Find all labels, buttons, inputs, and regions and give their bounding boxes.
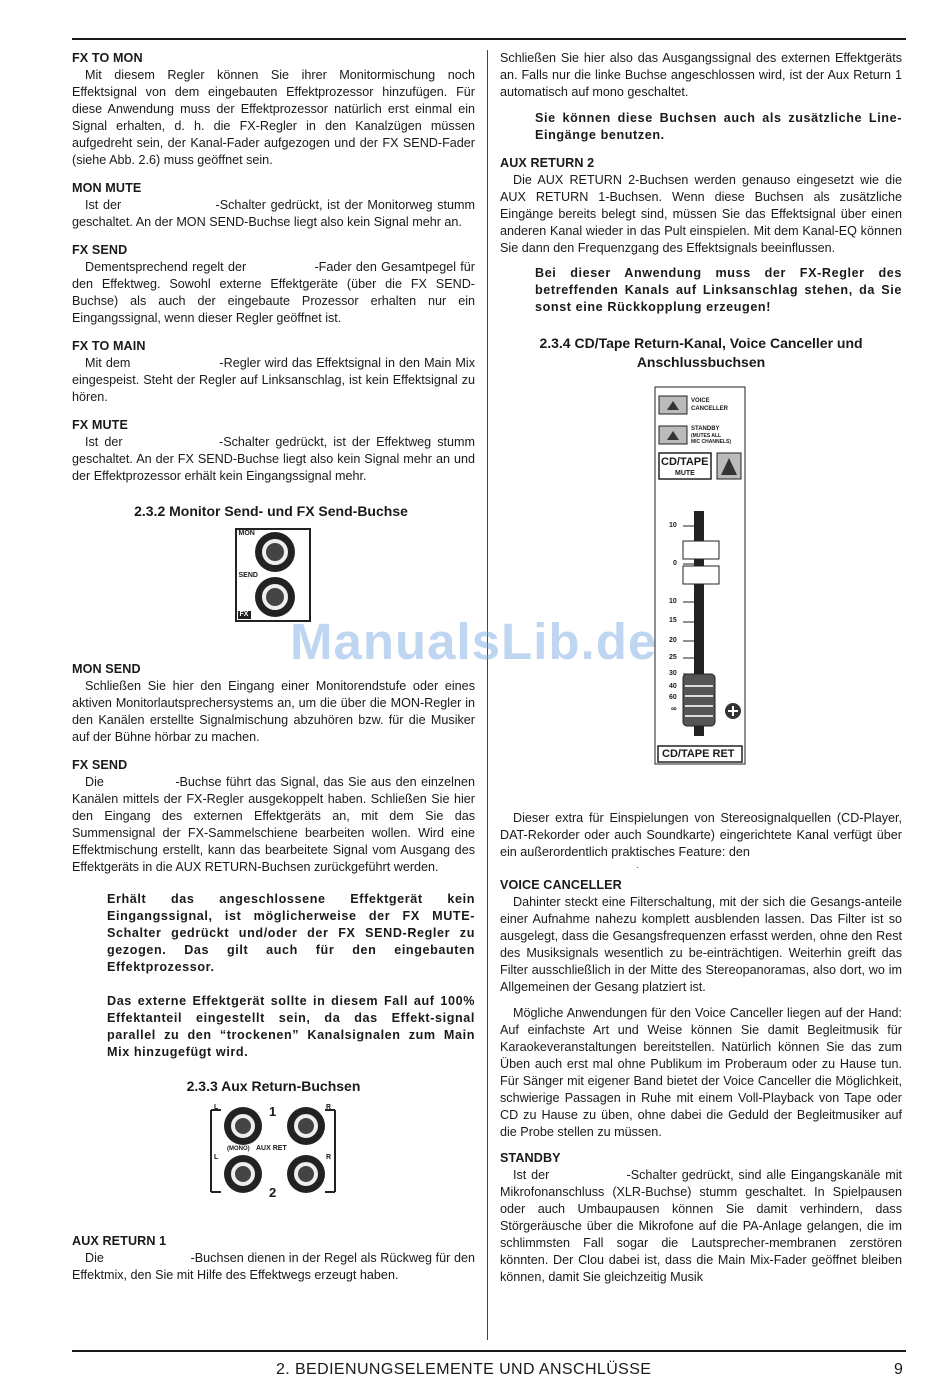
- figure-mon-fx-send-jacks: [234, 528, 314, 622]
- aux-1-right-jack-icon: [287, 1107, 325, 1145]
- text-fx-send-2: Die -Buchse führt das Signal, das Sie aus den einzelnen Kanälen mittels der FX-Regler ausgekoppelt haben. Schließen Sie hier den Eingang des externen Effektgeräts an, mit dem Sie das Summensignal der FX-Sammelschiene bearbeiten wollen. Wird eine Effektmischung erstellt, kann das bearbeitete Signal vom Ausgang des Effektgeräts in die AUX RETURN-Buchsen zurückgeführt werden.: [72, 775, 479, 874]
- footer-title: 2. BEDIENUNGSELEMENTE UND ANSCHLÜSSE: [276, 1361, 652, 1378]
- heading-fx-to-main: FX TO MAIN: [72, 339, 146, 353]
- scale-infinity: ∞: [671, 704, 677, 713]
- standby-block: [500, 1150, 906, 1286]
- scale-10-top: 10: [669, 522, 677, 529]
- aux-return2-block: [500, 155, 902, 257]
- heading-mon-mute: MON MUTE: [72, 181, 142, 195]
- aux-return1-block: [72, 1233, 479, 1284]
- note-line-inputs: Sie können diese Buchsen auch als zusätzliche Line-Eingänge benutzen.: [535, 111, 902, 142]
- watermark: ManualsLib.de: [290, 613, 658, 670]
- right-column: [500, 50, 906, 1294]
- voice-canceller-block: [500, 877, 902, 1141]
- heading-fx-mute: FX MUTE: [72, 418, 128, 432]
- scale-20: 20: [669, 637, 677, 644]
- scale-25: 25: [669, 654, 677, 661]
- scale-15: 15: [669, 617, 677, 624]
- text-mon-send: Schließen Sie hier den Eingang einer Monitorendstufe oder eines aktiven Monitorlautsprechersystems an, um die über die MON-Regler in den Kanälen erstellte Signalmischung abzuhören bzw. für die Musiker auf der Bühne hörbar zu machen.: [72, 679, 475, 744]
- section-heading-234-line2: Anschlussbuchsen: [636, 354, 766, 370]
- label-standby: STANDBY: [691, 426, 720, 432]
- label-2: 2: [269, 1185, 277, 1200]
- text-fx-to-main: Mit dem -Regler wird das Effektsignal in den Main Mix eingespeist. Steht der Regler auf Linksanschlag, ist kein Effektsignal zu hören.: [72, 356, 479, 404]
- heading-aux-return-2: AUX RETURN 2: [500, 156, 595, 170]
- top-rule: [72, 38, 906, 40]
- label-send: SEND: [238, 572, 258, 579]
- text-voice-canceller-2: Mögliche Anwendungen für den Voice Canceller liegen auf der Hand: Auf einfachste Art und Weise können Sie damit Begleitmusik für Karaokeveranstaltungen bereitstellen. Natürlich können Sie das zum Üben auch erst mal ohne Publikum im Proberaum oder zu Hause tun. Für Sänger mit eigener Band bietet der Voice Canceller die Möglichkeit, schwierige Passagen in Ruhe mit einem Voll-Playback von Tape oder CD zu Hause zu üben, ohne dabei die Geduld der Begleitmusiker auf die Probe stellen zu müssen.: [500, 1006, 902, 1139]
- left-column: [72, 50, 479, 1292]
- fx-send2-block: [72, 757, 479, 876]
- fx-send-block: [72, 242, 479, 327]
- text-aux-return-1: Die -Buchsen dienen in der Regel als Rückweg für den Effektmix, den Sie mit Hilfe des Effektwegs erzeugt haben.: [72, 1251, 479, 1282]
- scale-0: 0: [673, 560, 677, 567]
- scale-10: 10: [669, 598, 677, 605]
- heading-fx-to-mon: FX TO MON: [72, 51, 143, 65]
- label-aux-ret: AUX RET: [256, 1145, 287, 1152]
- voice-canceller-button-icon: [659, 396, 687, 414]
- text-aux-return-2: Die AUX RETURN 2-Buchsen werden genauso eingesetzt wie die AUX RETURN 1-Buchsen. Wenn diese Buchsen als zusätzliche Eingänge bereits belegt sind, müssen Sie das Effektsignal über einen anderen Kanal wieder in das Pult einspielen. Mit dem Kanal-EQ können Sie dann den Frequenzgang des Effektsignals beeinflussen.: [500, 173, 902, 255]
- page-number: 9: [894, 1361, 903, 1378]
- text-voice-canceller: Dahinter steckt eine Filterschaltung, mit der sich die Gesangs-anteile einer Aufnahme nahezu komplett ausblenden lassen. Das Filter ist so ausgelegt, dass die Gesangsfrequenzen erfasst werden, ohne den Rest des Musiksignals wesentlich zu be-einträchtigen. Weiterhin greift das Filter ausschließlich in der Mitte des Stereopanoramas, also dort, wo im Allgemeinen der Gesang platziert ist.: [500, 895, 902, 994]
- figure-aux-return-jacks: [209, 1102, 337, 1200]
- label-fx: FX: [239, 611, 249, 618]
- text-fx-mute: Ist der -Schalter gedrückt, ist der Effektweg stumm geschaltet. An der FX SEND-Buchse liegt also kein Signal mehr an und der Effektprozessor erhält kein Eingangssignal mehr.: [72, 435, 479, 483]
- label-voice: VOICE: [691, 398, 710, 404]
- heading-fx-send-2: FX SEND: [72, 758, 128, 772]
- figure-cd-tape-channel: [653, 386, 749, 766]
- section-heading-232: 2.3.2 Monitor Send- und FX Send-Buchse: [134, 503, 408, 519]
- standby-button-icon: [659, 426, 687, 444]
- text-fx-send: Dementsprechend regelt der -Fader den Gesamtpegel für den Effektweg. Sowohl externe Effektgeräte (über die FX SEND-Buchse) als auch der eingebaute Prozessor erhalten nur ein Eingangssignal, wenn dieser Regler geöffnet ist.: [72, 260, 479, 325]
- label-l-top: L: [214, 1104, 219, 1111]
- screw-icon: [725, 703, 741, 719]
- text-fx-to-mon: Mit diesem Regler können Sie ihrer Monitormischung noch Effektsignal von dem eingebauten Effektprozessor hinzufügen. Für diese Anwendung muss der Effektprozessor natürlich erst einmal ein Signal erhalten, d. h. die FX-Regler in den Kanalzügen müssen aufgedreht sein, der Kanal-Fader aufgezogen und der FX SEND-Fader (siehe Abb. 2.6) muss geöffnet sein.: [72, 68, 475, 167]
- label-mono: (MONO): [227, 1146, 250, 1152]
- label-r-bottom: R: [326, 1154, 332, 1161]
- fx-to-main-block: [72, 338, 479, 406]
- mon-mute-block: [72, 180, 479, 231]
- section-heading-234-line1: 2.3.4 CD/Tape Return-Kanal, Voice Canceller und: [539, 335, 863, 351]
- label-mutes-all: (MUTES ALL: [691, 433, 722, 439]
- fx-to-mon-block: [72, 50, 475, 169]
- text-cd-dot: .: [636, 860, 639, 870]
- scale-60: 60: [669, 694, 677, 701]
- label-mic-channels: MIC CHANNELS): [691, 439, 731, 445]
- label-r-top: R: [326, 1104, 332, 1111]
- label-canceller: CANCELLER: [691, 406, 728, 412]
- label-mon: MON: [238, 530, 255, 537]
- text-standby: Ist der -Schalter gedrückt, sind alle Eingangskanäle mit Mikrofonanschluss (XLR-Buchse) stumm geschaltet. In Spielpausen oder auch Umbaupausen können Sie damit verhindern, dass Störgeräusche über die Mikrofone auf die PA-Anlage gelangen, die im schlimmsten Fall sogar die Lautsprecher-membranen zerstören könnten. Der Clou dabei ist, dass die Main Mix-Fader geöffnet bleiben können, damit Sie gleichzeitig Musik: [500, 1168, 906, 1284]
- heading-mon-send: MON SEND: [72, 662, 141, 676]
- heading-voice-canceller: VOICE CANCELLER: [500, 878, 622, 892]
- note-fx-no-signal: Erhält das angeschlossene Effektgerät kein Eingangssignal, ist möglicherweise der FX MUTE-Schalter gedrückt und/oder der FX SEND-Regler zu gezogen. Das gilt auch für den eingebauten Effektprozessor.: [107, 892, 475, 974]
- note-feedback-warning: Bei dieser Anwendung muss der FX-Regler des betreffenden Kanals auf Linksanschlag stehen, da Sie sonst eine Rückkopplung erzeugen!: [535, 266, 902, 314]
- label-l-bottom: L: [214, 1154, 219, 1161]
- label-1: 1: [269, 1104, 277, 1119]
- bottom-rule: [72, 1350, 906, 1352]
- fx-send-jack-icon: [255, 577, 295, 617]
- label-cd-tape-ret: CD/TAPE RET: [662, 748, 735, 760]
- cd-tape-mute-button-icon: [717, 453, 741, 479]
- section-heading-233: 2.3.3 Aux Return-Buchsen: [186, 1078, 361, 1094]
- scale-30: 30: [669, 670, 677, 677]
- label-cd-tape: CD/TAPE: [661, 456, 709, 468]
- heading-standby: STANDBY: [500, 1151, 561, 1165]
- column-divider: [487, 50, 488, 1340]
- aux-2-right-jack-icon: [287, 1155, 325, 1193]
- mon-send-block: [72, 661, 475, 746]
- label-mute: MUTE: [675, 470, 695, 477]
- mon-jack-icon: [255, 532, 295, 572]
- aux-1-left-jack-icon: [224, 1107, 262, 1145]
- heading-aux-return-1: AUX RETURN 1: [72, 1234, 167, 1248]
- text-mon-mute: Ist der -Schalter gedrückt, ist der Monitorweg stumm geschaltet. An der MON SEND-Buchse liegt also kein Signal mehr an.: [72, 198, 479, 229]
- heading-fx-send: FX SEND: [72, 243, 128, 257]
- fx-mute-block: [72, 417, 479, 485]
- scale-40: 40: [669, 683, 677, 690]
- fader-knob-icon: [683, 674, 715, 726]
- text-cd-intro: Dieser extra für Einspielungen von Stereosignalquellen (CD-Player, DAT-Rekorder oder auch Soundkarte) eingerichtete Kanal verfügt über ein außerordentlich praktisches Feature: den: [500, 811, 902, 859]
- text-aux-intro: Schließen Sie hier also das Ausgangssignal des externen Effektgeräts an. Falls nur die linke Buchse angeschlossen wird, ist der Aux Return 1 automatisch auf mono geschaltet.: [500, 51, 902, 99]
- aux-2-left-jack-icon: [224, 1155, 262, 1193]
- note-fx-100-percent: Das externe Effektgerät sollte in diesem Fall auf 100% Effektanteil eingestellt sein, da das Effekt-signal parallel zu den “trockenen” Kanalsignalen zum Main Mix hinzugefügt wird.: [107, 994, 475, 1059]
